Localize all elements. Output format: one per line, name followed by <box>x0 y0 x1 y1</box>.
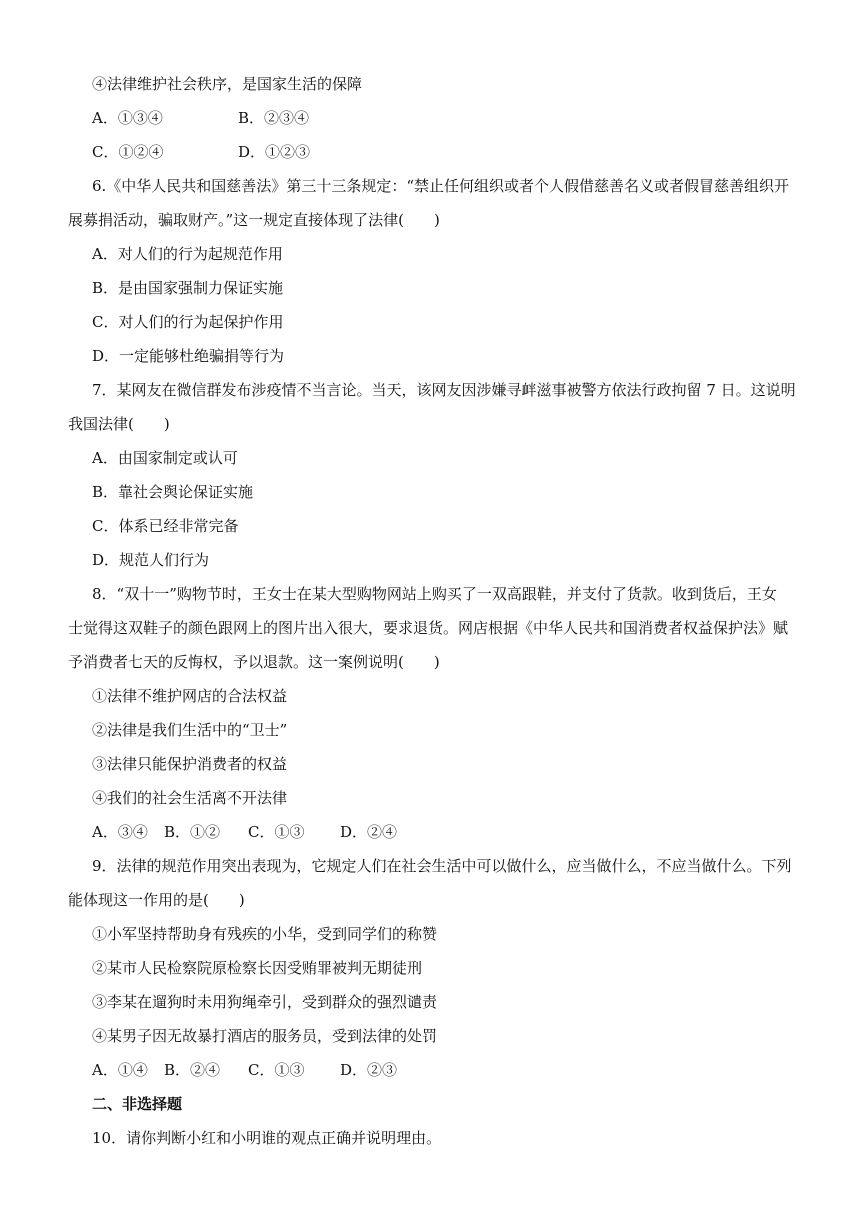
q5-options-row-2 <box>92 142 492 162</box>
q7-stem-line-2: 我国法律( ) <box>68 415 170 433</box>
q7-option-a: A．由国家制定或认可 <box>92 449 238 467</box>
q5-statement-4: ④法律维护社会秩序，是国家生活的保障 <box>92 75 363 93</box>
q6-option-a: A．对人们的行为起规范作用 <box>92 245 283 263</box>
q8-statement-1: ①法律不维护网店的合法权益 <box>92 687 288 705</box>
q7-option-b: B．靠社会舆论保证实施 <box>92 483 254 501</box>
q8-option-b: B．①② <box>164 823 221 841</box>
q9-statement-3: ③李某在遛狗时未用狗绳牵引，受到群众的强烈谴责 <box>92 993 438 1011</box>
q9-statement-2: ②某市人民检察院原检察长因受贿罪被判无期徒刑 <box>92 959 423 977</box>
q8-option-c: C．①③ <box>248 823 305 841</box>
q9-stem-line-1: 9．法律的规范作用突出表现为，它规定人们在社会生活中可以做什么，应当做什么，不应当做什么。下列 <box>92 857 792 875</box>
q5-options-row-1 <box>92 108 492 128</box>
q10-stem: 10．请你判断小红和小明谁的观点正确并说明理由。 <box>92 1129 442 1147</box>
q8-statement-3: ③法律只能保护消费者的权益 <box>92 755 288 773</box>
q8-statement-4: ④我们的社会生活离不开法律 <box>92 789 288 807</box>
q6-option-d: D．一定能够杜绝骗捐等行为 <box>92 347 285 365</box>
q5-option-b: B．②③④ <box>238 109 310 127</box>
q5-option-c: C．①②④ <box>92 143 164 161</box>
q6-stem-line-2: 展募捐活动，骗取财产。”这一规定直接体现了法律( ) <box>68 211 440 229</box>
q8-options-row <box>92 822 512 842</box>
q9-option-b: B．②④ <box>164 1061 221 1079</box>
q8-option-d: D．②④ <box>340 823 398 841</box>
q6-stem-line-1: 6.《中华人民共和国慈善法》第三十三条规定：“禁止任何组织或者个人假借慈善名义或者假冒慈善组织开 <box>92 177 789 195</box>
q7-stem-line-1: 7．某网友在微信群发布涉疫情不当言论。当天，该网友因涉嫌寻衅滋事被警方依法行政拘留 7 日。这说明 <box>92 381 796 399</box>
q9-option-d: D．②③ <box>340 1061 398 1079</box>
q8-statement-2: ②法律是我们生活中的“卫士” <box>92 721 288 739</box>
q9-stem-line-2: 能体现这一作用的是( ) <box>68 891 245 909</box>
q9-option-c: C．①③ <box>248 1061 305 1079</box>
q7-option-d: D．规范人们行为 <box>92 551 210 569</box>
section-heading-non-choice: 二、非选择题 <box>92 1095 183 1113</box>
q9-options-row <box>92 1060 512 1080</box>
q6-option-c: C．对人们的行为起保护作用 <box>92 313 284 331</box>
q8-stem-line-1: 8．“双十一”购物节时，王女士在某大型购物网站上购买了一双高跟鞋，并支付了货款。收到货后，王女 <box>92 585 777 603</box>
q6-option-b: B．是由国家强制力保证实施 <box>92 279 284 297</box>
q9-option-a: A．①④ <box>92 1061 148 1079</box>
q5-option-a: A．①③④ <box>92 109 163 127</box>
q8-stem-line-2: 士觉得这双鞋子的颜色跟网上的图片出入很大，要求退货。网店根据《中华人民共和国消费者权益保护法》赋 <box>68 619 789 637</box>
q8-option-a: A．③④ <box>92 823 148 841</box>
q5-option-d: D．①②③ <box>238 143 311 161</box>
q7-option-c: C．体系已经非常完备 <box>92 517 239 535</box>
q9-statement-1: ①小军坚持帮助身有残疾的小华，受到同学们的称赞 <box>92 925 438 943</box>
q9-statement-4: ④某男子因无故暴打酒店的服务员，受到法律的处罚 <box>92 1027 438 1045</box>
q8-stem-line-3: 予消费者七天的反悔权，予以退款。这一案例说明( ) <box>68 653 440 671</box>
